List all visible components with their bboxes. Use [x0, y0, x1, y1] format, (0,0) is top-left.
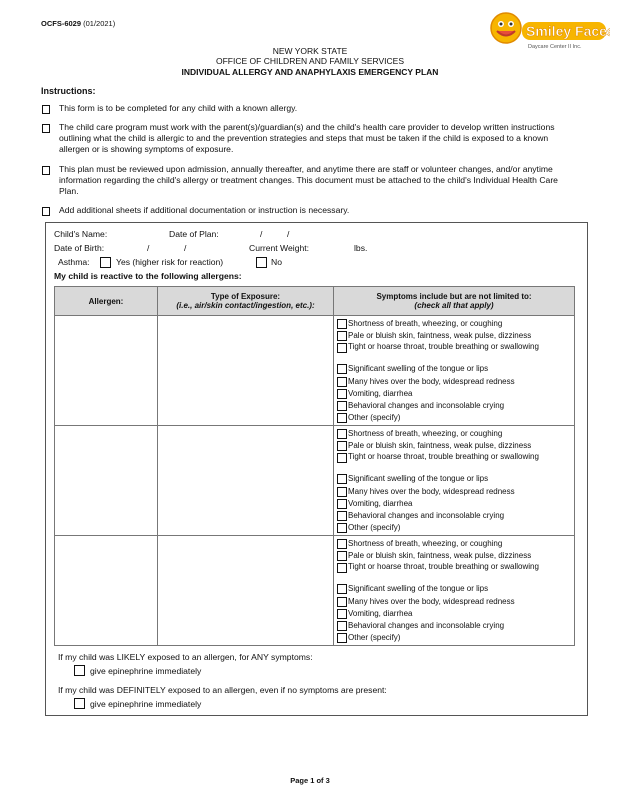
symptom-label: Vomiting, diarrhea	[348, 608, 413, 618]
symptom-label: Tight or hoarse throat, trouble breathing or swallowing	[348, 452, 539, 462]
symptom-option	[334, 452, 574, 473]
date-slash: /	[147, 243, 150, 253]
allergen-cell[interactable]	[55, 536, 158, 646]
symptom-checkbox[interactable]	[337, 331, 347, 341]
symptom-label: Shortness of breath, wheezing, or coughing	[348, 539, 503, 548]
symptom-option	[334, 632, 574, 644]
instruction-item: This plan must be reviewed upon admission, annually thereafter, and anytime there are staff or volunteer changes, and/or anytime information regarding the child's allergy or treatment changes. This document must be attached to the child's Individual Health Care Plan.	[59, 164, 558, 196]
symptom-label: Pale or bluish skin, faintness, weak pulse, dizziness	[348, 331, 532, 341]
symptom-label: Shortness of breath, wheezing, or coughing	[348, 429, 503, 438]
symptom-checkbox[interactable]	[337, 563, 347, 573]
symptom-option	[334, 376, 574, 388]
symptom-label: Behavioral changes and inconsolable crying	[348, 400, 505, 410]
symptom-checkbox[interactable]	[337, 609, 347, 619]
symptom-option	[334, 538, 574, 550]
symptom-option	[334, 608, 574, 620]
symptom-label: Vomiting, diarrhea	[348, 388, 413, 398]
symptom-option	[334, 412, 574, 424]
lbs-label: lbs.	[354, 243, 368, 253]
form-number-date: (01/2021)	[83, 19, 116, 28]
symptom-option	[334, 400, 574, 412]
allergen-cell[interactable]	[55, 426, 158, 536]
symptom-checkbox[interactable]	[337, 413, 347, 423]
likely-option: give epinephrine immediately	[90, 666, 202, 676]
symptom-label: Significant swelling of the tongue or lips	[348, 474, 489, 484]
exposure-cell[interactable]	[158, 316, 334, 426]
symptoms-cell	[334, 426, 575, 536]
symptom-checkbox[interactable]	[337, 377, 347, 387]
date-slash: /	[260, 229, 263, 239]
symptom-option	[334, 473, 574, 485]
symptom-option	[334, 596, 574, 608]
page-title: INDIVIDUAL ALLERGY AND ANAPHYLAXIS EMERGENCY PLAN	[181, 67, 439, 77]
instructions-heading: Instructions:	[41, 86, 96, 96]
symptom-option	[334, 620, 574, 632]
date-of-birth-label: Date of Birth:	[54, 243, 105, 253]
childs-name-label: Child's Name:	[54, 229, 108, 239]
date-slash: /	[287, 229, 290, 239]
symptom-checkbox[interactable]	[337, 499, 347, 509]
asthma-no-checkbox[interactable]	[256, 257, 267, 268]
definitely-text: If my child was DEFINITELY exposed to an allergen, even if no symptoms are present:	[58, 685, 387, 695]
symptom-label: Behavioral changes and inconsolable crying	[348, 620, 505, 630]
symptom-label: Other (specify)	[348, 633, 401, 643]
symptom-checkbox[interactable]	[337, 343, 347, 353]
symptom-checkbox[interactable]	[337, 441, 347, 451]
allergen-row	[55, 426, 575, 536]
bullet-icon	[41, 206, 51, 216]
symptom-option	[334, 498, 574, 510]
exposure-cell[interactable]	[158, 536, 334, 646]
allergen-cell[interactable]	[55, 316, 158, 426]
symptom-label: Significant swelling of the tongue or lips	[348, 584, 489, 594]
reactive-heading: My child is reactive to the following allergens:	[54, 271, 242, 281]
col-exposure: Type of Exposure: (i.e., air/skin contact/ingestion, etc.):	[158, 287, 334, 316]
form-number-code: OCFS-6029	[41, 19, 82, 28]
instruction-item: The child care program must work with the parent(s)/guardian(s) and the child's health care provider to develop written instructions outlining what the child is allergic to and the prevention strategies and steps that must be taken if the child is exposed to a known allergen or is showing symptoms of exposure.	[59, 122, 555, 154]
likely-epinephrine-checkbox[interactable]	[74, 665, 85, 676]
instruction-item: This form is to be completed for any child with a known allergy.	[59, 103, 298, 113]
symptom-option	[334, 330, 574, 342]
symptom-option	[334, 562, 574, 583]
symptom-option	[334, 522, 574, 534]
symptom-option	[334, 318, 574, 330]
symptom-checkbox[interactable]	[337, 487, 347, 497]
bullet-icon	[41, 104, 51, 114]
symptoms-cell	[334, 316, 575, 426]
symptom-label: Shortness of breath, wheezing, or coughing	[348, 319, 503, 328]
symptom-label: Other (specify)	[348, 523, 401, 533]
asthma-yes-label: Yes (higher risk for reaction)	[116, 257, 224, 267]
symptom-label: Significant swelling of the tongue or lips	[348, 364, 489, 374]
symptom-label: Other (specify)	[348, 413, 401, 423]
instruction-item: Add additional sheets if additional documentation or instruction is necessary.	[59, 205, 350, 215]
bullet-icon	[41, 165, 51, 175]
symptom-checkbox[interactable]	[337, 429, 347, 439]
symptom-option	[334, 486, 574, 498]
symptom-label: Many hives over the body, widespread redness	[348, 596, 515, 606]
exposure-cell[interactable]	[158, 426, 334, 536]
symptom-checkbox[interactable]	[337, 523, 347, 533]
symptom-checkbox[interactable]	[337, 474, 347, 484]
definitely-option: give epinephrine immediately	[90, 699, 202, 709]
symptom-label: Pale or bluish skin, faintness, weak pulse, dizziness	[348, 551, 532, 561]
symptom-checkbox[interactable]	[337, 389, 347, 399]
symptom-option	[334, 342, 574, 363]
bullet-icon	[41, 123, 51, 133]
symptom-checkbox[interactable]	[337, 597, 347, 607]
page-number: Page 1 of 3	[290, 776, 330, 785]
symptom-checkbox[interactable]	[337, 539, 347, 549]
allergen-table	[54, 286, 575, 646]
symptom-option	[334, 510, 574, 522]
symptom-option	[334, 363, 574, 375]
symptom-checkbox[interactable]	[337, 621, 347, 631]
header-state: NEW YORK STATE	[272, 46, 348, 56]
symptom-label: Many hives over the body, widespread redness	[348, 486, 515, 496]
date-slash: /	[184, 243, 187, 253]
asthma-label: Asthma:	[58, 257, 90, 267]
symptom-option	[334, 428, 574, 440]
symptom-label: Many hives over the body, widespread redness	[348, 376, 515, 386]
allergen-row	[55, 536, 575, 646]
likely-text: If my child was LIKELY exposed to an allergen, for ANY symptoms:	[58, 652, 313, 662]
symptom-label: Pale or bluish skin, faintness, weak pulse, dizziness	[348, 441, 532, 451]
symptoms-cell	[334, 536, 575, 646]
symptom-label: Behavioral changes and inconsolable crying	[348, 510, 505, 520]
header-office: OFFICE OF CHILDREN AND FAMILY SERVICES	[216, 56, 404, 66]
current-weight-label: Current Weight:	[249, 243, 310, 253]
symptom-option	[334, 440, 574, 452]
asthma-yes-checkbox[interactable]	[100, 257, 111, 268]
symptom-option	[334, 583, 574, 595]
form-number	[41, 19, 115, 28]
symptom-option	[334, 388, 574, 400]
symptom-checkbox[interactable]	[337, 633, 347, 643]
symptom-label: Vomiting, diarrhea	[348, 498, 413, 508]
symptom-checkbox[interactable]	[337, 401, 347, 411]
symptom-checkbox[interactable]	[337, 584, 347, 594]
symptom-label: Tight or hoarse throat, trouble breathing or swallowing	[348, 562, 539, 572]
logo-brand: Smiley Faces	[526, 23, 610, 39]
symptom-label: Tight or hoarse throat, trouble breathing or swallowing	[348, 342, 539, 352]
definitely-epinephrine-checkbox[interactable]	[74, 698, 85, 709]
symptom-checkbox[interactable]	[337, 511, 347, 521]
logo-subtitle: Daycare Center II Inc.	[528, 44, 582, 50]
symptom-option	[334, 550, 574, 562]
asthma-no-label: No	[271, 257, 282, 267]
col-allergen: Allergen:	[55, 287, 158, 316]
date-of-plan-label: Date of Plan:	[169, 229, 219, 239]
symptom-checkbox[interactable]	[337, 551, 347, 561]
allergen-row	[55, 316, 575, 426]
symptom-checkbox[interactable]	[337, 319, 347, 329]
col-symptoms: Symptoms include but are not limited to: (check all that apply)	[334, 287, 575, 316]
symptom-checkbox[interactable]	[337, 453, 347, 463]
symptom-checkbox[interactable]	[337, 364, 347, 374]
